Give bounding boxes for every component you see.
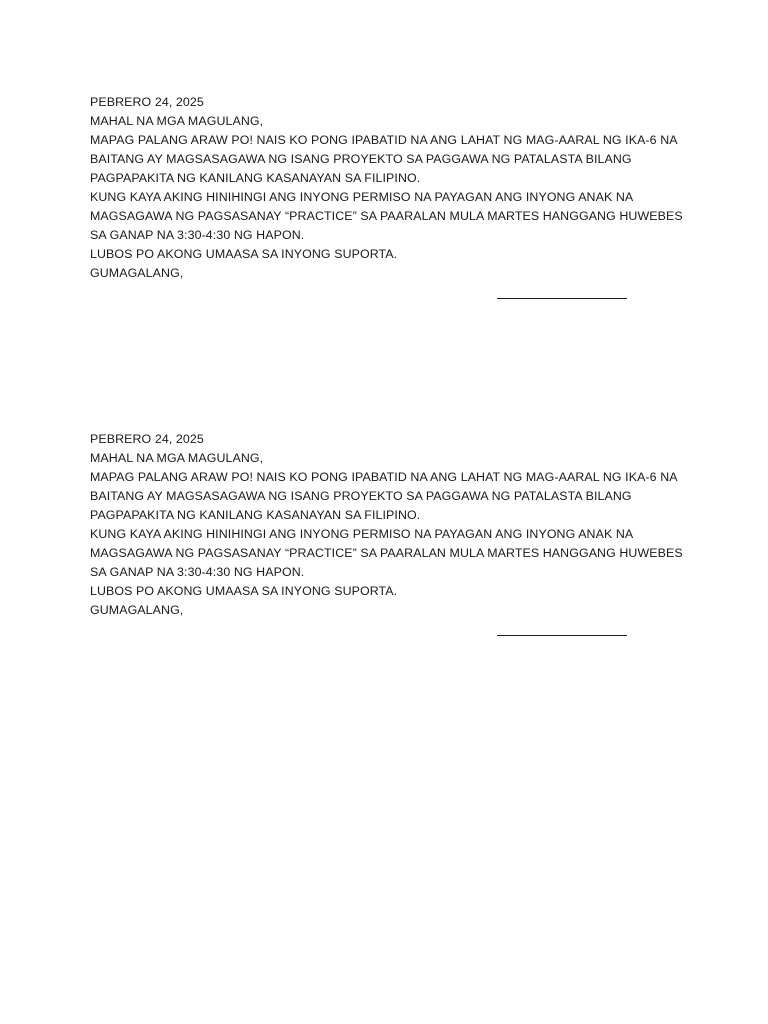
letter-greeting: MAHAL NA MGA MAGULANG, (90, 114, 264, 128)
letter-date: PEBRERO 24, 2025 (90, 95, 204, 109)
letter-greeting: MAHAL NA MGA MAGULANG, (90, 451, 264, 465)
letter-paragraph: KUNG KAYA AKING HINIHINGI ANG INYONG PERMISO NA PAYAGAN ANG INYONG ANAK NA MAGSAGAWA NG PAGSASANAY “PRACTICE” SA PAARALAN MULA MARTES HANGGANG HUWEBES SA GANAP NA 3:30-4:30 NG HAPON. (90, 190, 683, 242)
letter-date: PEBRERO 24, 2025 (90, 432, 204, 446)
letter-closing: LUBOS PO AKONG UMAASA SA INYONG SUPORTA. (90, 247, 398, 261)
letter-paragraph: KUNG KAYA AKING HINIHINGI ANG INYONG PERMISO NA PAYAGAN ANG INYONG ANAK NA MAGSAGAWA NG PAGSASANAY “PRACTICE” SA PAARALAN MULA MARTES HANGGANG HUWEBES SA GANAP NA 3:30-4:30 NG HAPON. (90, 527, 683, 579)
letter (90, 93, 690, 299)
letter-signoff: GUMAGALANG, (90, 603, 184, 617)
letter-signoff: GUMAGALANG, (90, 266, 184, 280)
signature-line (497, 634, 627, 636)
letter-paragraph: MAPAG PALANG ARAW PO! NAIS KO PONG IPABATID NA ANG LAHAT NG MAG-AARAL NG IKA-6 NA BAITANG AY MAGSASAGAWA NG ISANG PROYEKTO SA PAGGAWA NG PATALASTA BILANG PAGPAPAKITA NG KANILANG KASANAYAN SA FILIPINO. (90, 133, 677, 185)
signature-line (497, 297, 627, 299)
letter-paragraph: MAPAG PALANG ARAW PO! NAIS KO PONG IPABATID NA ANG LAHAT NG MAG-AARAL NG IKA-6 NA BAITANG AY MAGSASAGAWA NG ISANG PROYEKTO SA PAGGAWA NG PATALASTA BILANG PAGPAPAKITA NG KANILANG KASANAYAN SA FILIPINO. (90, 470, 677, 522)
letter (90, 430, 690, 636)
letter-closing: LUBOS PO AKONG UMAASA SA INYONG SUPORTA. (90, 584, 398, 598)
